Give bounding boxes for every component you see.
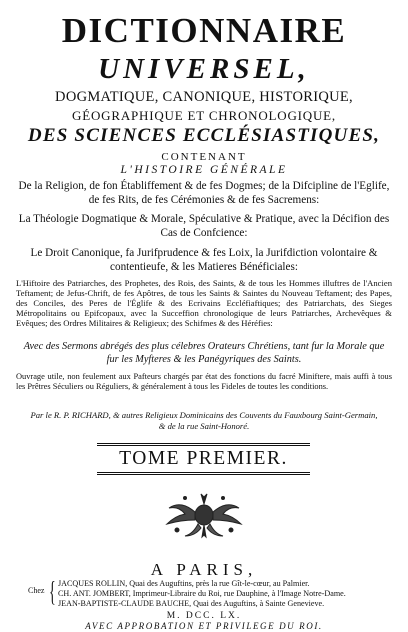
printer-ornament-icon — [163, 490, 245, 540]
tome-label: TOME PREMIER. — [97, 443, 310, 475]
paragraph-droit-canonique: Le Droit Canonique, fa Jurifprudence & fes Loix, la Jurifdiction volontaire & contentieufe, & les Matieres Bénéficiales: — [30, 247, 378, 273]
title-universel: UNIVERSEL, — [98, 53, 310, 85]
brace-icon: { — [49, 577, 56, 608]
chez-label: Chez — [28, 586, 45, 595]
approbation-line: AVEC APPROBATION ET PRIVILEGE DU ROI. — [85, 621, 323, 631]
title-dictionnaire: DICTIONNAIRE — [61, 11, 347, 50]
paragraph-ouvrage-utile: Ouvrage utile, non feulement aux Pafteurs chargés par état des fonctions du facré Miniftere, mais auffi à tous les Prêtres Séculiers ou Réguliers, & généralement à tous les Fideles de toutes les conditions. — [16, 372, 392, 391]
publication-year: M. DCC. LX. — [166, 611, 242, 621]
publisher-jombert: CH. ANT. JOMBERT, Imprimeur-Libraire du Roi, rue Dauphine, à l'Image Notre-Dame. — [58, 589, 346, 598]
title-dogmatique: DOGMATIQUE, CANONIQUE, HISTORIQUE, — [55, 89, 353, 105]
publisher-bauche: JEAN-BAPTISTE-CLAUDE BAUCHE, Quai des Auguftins, à Sainte Genevieve. — [58, 599, 325, 608]
author-line: Par le R. P. RICHARD, & autres Religieux Dominicains des Couvents du Fauxbourg Saint-Germain, & de la rue Saint-Honoré. — [30, 410, 378, 431]
paragraph-theologie: La Théologie Dogmatique & Morale, Spéculative & Pratique, avec la Décifion des Cas de Confcience: — [18, 213, 390, 239]
contenant-label: CONTENANT — [161, 151, 247, 163]
paragraph-sermons: Avec des Sermons abrégés des plus célebres Orateurs Chrétiens, tant fur la Morale que fur les Myfteres & les Panégyriques des Saints. — [23, 341, 385, 365]
city-paris: A PARIS, — [150, 560, 258, 579]
histoire-generale-label: L'HISTOIRE GÉNÉRALE — [120, 164, 288, 176]
paragraph-religion: De la Religion, de fon Établiffement & de fes Dogmes; de la Difcipline de l'Eglife, de fes Rits, de fes Cérémonies & de fes Sacremens: — [18, 180, 390, 206]
title-geographique: GÉOGRAPHIQUE ET CHRONOLOGIQUE, — [72, 108, 336, 123]
publisher-rollin: JACQUES ROLLIN, Quai des Auguftins, près la rue Gît-le-cœur, au Palmier. — [58, 579, 310, 588]
paragraph-histoire-patriarches: L'Hiftoire des Patriarches, des Prophetes, des Rois, des Saints, & de tous les Hommes illuftres de l'Ancien Teftament; de Jefus-Chrift, de fes Apôtres, de tous les Saints & Saintes du Nouveau Teftament; des Papes, des Conciles, des Peres de l'Églife & des Ecrivains Eccléfiaftiques; des Patriarchats, des Sieges Métropolitains ou Epifcopaux, avec la Succeffion chronologique de leurs Patriarches, Archevêques & Evêques; des Ordres Militaires & Religieux; des Schifmes & des Héréfies: — [16, 278, 392, 328]
title-sciences: DES SCIENCES ECCLÉSIASTIQUES, — [27, 125, 381, 146]
